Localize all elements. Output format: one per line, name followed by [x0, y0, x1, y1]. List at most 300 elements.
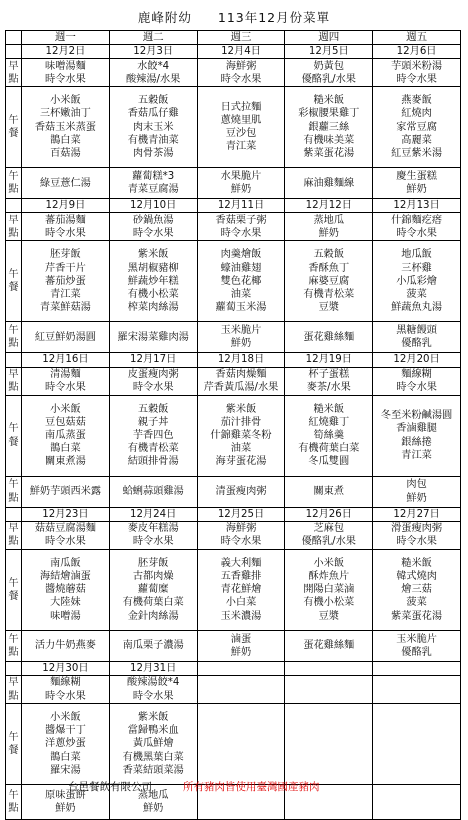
menu-cell-am	[197, 367, 285, 395]
menu-cell-lunch	[197, 549, 285, 630]
menu-item: 高麗菜	[401, 134, 432, 146]
meal-label-char: 午	[8, 423, 19, 435]
menu-cell-lunch	[285, 704, 373, 785]
corner-cell	[6, 31, 22, 45]
meal-row-lunch	[6, 549, 461, 630]
menu-item: 麻油雞麵線	[303, 177, 355, 189]
menu-item: 豆漿	[318, 302, 339, 314]
menu-item: 酸辣湯/水果	[126, 73, 181, 85]
meal-label-lunch	[6, 704, 22, 785]
menu-cell-am	[197, 521, 285, 549]
menu-item: 有機荷葉白菜	[298, 443, 360, 455]
meal-label-char: 點	[8, 492, 19, 504]
menu-item: 紫米飯	[225, 403, 257, 415]
footer	[0, 779, 468, 795]
menu-item: 時令水果	[220, 73, 262, 85]
menu-cell-am	[22, 521, 110, 549]
menu-item: 醬燒蘑菇	[45, 584, 86, 596]
menu-item: 洋蔥炒蛋	[45, 738, 86, 750]
menu-item: 燕麥飯	[401, 95, 432, 107]
meal-row-pm	[6, 630, 461, 661]
menu-item: 古都肉燥	[132, 571, 174, 582]
menu-item: 時令水果	[220, 536, 262, 548]
meal-label-char: 午	[8, 789, 19, 801]
meal-row-lunch	[6, 241, 461, 322]
menu-cell-lunch	[109, 549, 197, 630]
meal-label-char: 午	[8, 479, 19, 491]
menu-item: 紅燒雞丁	[308, 416, 350, 428]
date-cell: 12月24日	[109, 507, 197, 521]
menu-item: 海芽蛋花湯	[215, 456, 267, 468]
date-row	[6, 353, 461, 367]
menu-cell-lunch	[22, 241, 110, 322]
menu-item: 金針肉絲湯	[127, 610, 179, 622]
menu-item: 百菇湯	[50, 148, 81, 159]
meal-label-char: 點	[8, 803, 19, 815]
menu-item: 芋頭米粉湯	[391, 60, 443, 72]
menu-item: 羅宋湯	[50, 764, 81, 776]
date-row	[6, 661, 461, 675]
menu-item: 彩椒腰果雞丁	[298, 108, 360, 120]
weekday-header: 週五	[373, 31, 461, 45]
menu-month: 113年12月份菜單	[217, 10, 331, 25]
menu-item: 蕃茄湯麵	[45, 214, 86, 226]
menu-item: 開陽白菜滷	[303, 584, 355, 596]
menu-cell-am	[285, 59, 373, 87]
date-cell: 12月10日	[109, 199, 197, 213]
school-name: 鹿峰附幼	[137, 10, 192, 25]
menu-cell-pm	[22, 168, 110, 199]
menu-item: 冬至米粉鹹湯圓	[380, 410, 453, 422]
menu-cell-lunch	[285, 87, 373, 168]
menu-item: 鮮奶	[318, 227, 339, 239]
meal-label-char: 早	[8, 523, 19, 535]
menu-cell-am	[109, 59, 197, 87]
menu-item: 關東煮湯	[45, 456, 86, 468]
menu-item: 蛋花雞絲麵	[303, 331, 355, 343]
menu-item: 蘿蔔玉米湯	[215, 302, 267, 314]
menu-item: 慶生蛋糕	[396, 171, 437, 182]
meal-label-lunch	[6, 395, 22, 476]
menu-item: 時令水果	[396, 73, 437, 85]
menu-item: 鮮奶	[143, 803, 164, 815]
menu-item: 鮮奶	[55, 803, 76, 815]
meal-label-char: 早	[8, 214, 19, 226]
menu-item: 麥茶/水果	[306, 382, 351, 394]
date-cell: 12月6日	[373, 45, 461, 59]
meal-label-char: 餐	[8, 128, 19, 140]
menu-item: 時令水果	[45, 382, 86, 394]
meal-label-char: 餐	[8, 745, 19, 757]
menu-item: 玉米脆片	[220, 325, 262, 337]
menu-item: 香菇肉燥麵	[215, 368, 267, 380]
meal-label-char: 午	[8, 731, 19, 743]
menu-item: 時令水果	[132, 690, 174, 702]
menu-cell-pm	[197, 476, 285, 507]
menu-cell-pm	[285, 476, 373, 507]
menu-item: 蒸地瓜	[137, 789, 169, 801]
menu-cell-pm	[373, 630, 461, 661]
meal-label-pm	[6, 322, 22, 353]
menu-item: 茄汁排骨	[220, 416, 262, 428]
menu-item: 菠菜	[406, 597, 427, 609]
menu-item: 黑胡椒豬柳	[127, 262, 179, 274]
weekday-header: 週二	[109, 31, 197, 45]
menu-item: 筍絲羹	[313, 430, 345, 441]
menu-item: 滷蛋	[230, 633, 252, 645]
menu-item: 地瓜飯	[401, 249, 432, 261]
meal-label-char: 午	[8, 115, 19, 126]
menu-item: 時令水果	[132, 227, 174, 239]
meal-row-lunch	[6, 87, 461, 168]
meal-row-am	[6, 367, 461, 395]
menu-item: 有機小松菜	[127, 289, 179, 300]
date-cell: 12月4日	[197, 45, 285, 59]
menu-cell-pm	[22, 476, 110, 507]
menu-cell-pm	[373, 476, 461, 507]
menu-item: 香菇瓜仔雞	[127, 108, 179, 120]
menu-item: 銀蘿三絲	[308, 121, 350, 133]
menu-item: 紫菜蛋花湯	[303, 148, 355, 159]
menu-item: 五穀飯	[313, 249, 345, 261]
menu-item: 蘿蔔糕*3	[132, 171, 175, 182]
menu-cell-lunch	[285, 241, 373, 322]
menu-item: 芹香干片	[45, 262, 86, 274]
menu-item: 紫米飯	[137, 249, 169, 261]
menu-item: 醬爆干丁	[45, 725, 86, 737]
date-row	[6, 507, 461, 521]
menu-item: 清湯麵	[50, 368, 81, 380]
menu-cell-pm	[109, 476, 197, 507]
menu-item: 燴三菇	[401, 584, 432, 596]
menu-item: 有機味美菜	[303, 134, 355, 146]
menu-item: 小米飯	[313, 557, 345, 569]
date-cell: 12月11日	[197, 199, 285, 213]
menu-item: 日式拉麵	[220, 101, 262, 113]
menu-item: 南瓜栗子濃湯	[122, 640, 184, 652]
menu-item: 黑糖饅頭	[396, 325, 437, 337]
menu-cell-pm	[22, 630, 110, 661]
meal-row-lunch	[6, 395, 461, 476]
page-title	[0, 8, 468, 26]
menu-item: 時令水果	[396, 227, 437, 239]
menu-item: 南瓜蒸蛋	[45, 430, 86, 441]
menu-table	[5, 30, 461, 820]
menu-cell-am	[285, 676, 373, 704]
menu-item: 麥皮年糕湯	[127, 523, 179, 535]
menu-cell-am	[373, 521, 461, 549]
menu-item: 親子丼	[137, 416, 169, 428]
menu-cell-lunch	[285, 395, 373, 476]
menu-item: 蔥燒里肌	[220, 115, 262, 126]
company-name: 台邑餐飲有限公司	[68, 781, 152, 793]
date-row-label	[6, 199, 22, 213]
menu-item: 紅豆鮮奶湯圓	[34, 331, 96, 343]
menu-cell-pm	[22, 322, 110, 353]
menu-item: 蒸地瓜	[313, 214, 345, 226]
date-row-label	[6, 45, 22, 59]
menu-item: 時令水果	[45, 73, 86, 85]
menu-item: 豆沙包	[225, 128, 257, 140]
meal-row-lunch	[6, 704, 461, 785]
date-cell	[285, 661, 373, 675]
menu-item: 海鮮粥	[225, 60, 257, 72]
meal-label-pm	[6, 476, 22, 507]
menu-cell-lunch	[109, 87, 197, 168]
menu-item: 三杯嫩油丁	[39, 108, 91, 120]
date-row-label	[6, 661, 22, 675]
menu-item: 味噌湯	[50, 610, 81, 622]
menu-item: 肉末玉米	[132, 121, 174, 133]
menu-item: 義大利麵	[220, 557, 262, 569]
menu-item: 時令水果	[45, 227, 86, 239]
menu-item: 優酪乳	[401, 646, 432, 658]
menu-item: 鵲白菜	[50, 134, 81, 146]
date-row-label	[6, 353, 22, 367]
meal-row-pm	[6, 322, 461, 353]
meal-label-char: 點	[8, 382, 19, 394]
date-cell: 12月30日	[22, 661, 110, 675]
menu-item: 酸辣湯餃*4	[127, 677, 180, 689]
meal-label-am	[6, 59, 22, 87]
menu-cell-am	[109, 676, 197, 704]
menu-item: 時令水果	[132, 536, 174, 548]
menu-item: 蕃茄炒蛋	[45, 275, 86, 287]
date-cell	[373, 661, 461, 675]
meal-row-am	[6, 676, 461, 704]
menu-cell-am	[197, 59, 285, 87]
menu-item: 皮蛋瘦肉粥	[127, 368, 179, 380]
menu-cell-lunch	[22, 704, 110, 785]
meal-label-char: 午	[8, 269, 19, 281]
menu-item: 紫米飯	[137, 712, 169, 723]
menu-item: 肉骨茶湯	[132, 148, 174, 159]
menu-item: 有機黑葉白菜	[122, 751, 184, 763]
menu-cell-lunch	[22, 87, 110, 168]
menu-item: 青菜豆腐湯	[127, 184, 179, 196]
meal-label-pm	[6, 168, 22, 199]
meal-row-am	[6, 59, 461, 87]
date-cell: 12月16日	[22, 353, 110, 367]
menu-cell-pm	[285, 168, 373, 199]
menu-item: 原味蛋餅	[45, 789, 86, 801]
menu-item: 有機荷葉白菜	[122, 597, 184, 609]
date-row-label	[6, 507, 22, 521]
menu-item: 青江菜	[225, 141, 257, 153]
meal-label-am	[6, 521, 22, 549]
menu-item: 羅宋湯菜雞肉湯	[117, 331, 189, 343]
menu-item: 鮮蔬炒年糕	[127, 275, 179, 287]
menu-item: 黃瓜鮮燴	[132, 738, 174, 750]
date-cell: 12月19日	[285, 353, 373, 367]
menu-item: 時令水果	[45, 690, 86, 702]
menu-item: 紅豆紫米湯	[391, 148, 443, 159]
menu-item: 肉包	[406, 479, 427, 491]
meal-label-char: 早	[8, 677, 19, 689]
meal-label-char: 點	[8, 646, 19, 658]
meal-label-char: 餐	[8, 590, 19, 602]
menu-item: 水果脆片	[220, 171, 262, 182]
menu-cell-pm	[373, 168, 461, 199]
menu-item: 胚芽飯	[137, 557, 169, 569]
menu-cell-am	[22, 367, 110, 395]
menu-item: 糙米飯	[313, 95, 345, 107]
meal-label-char: 餐	[8, 436, 19, 448]
menu-cell-pm	[197, 322, 285, 353]
menu-item: 麵線糊	[401, 368, 432, 380]
date-cell: 12月26日	[285, 507, 373, 521]
menu-item: 有機小松菜	[303, 597, 355, 609]
menu-item: 優酪乳	[401, 338, 432, 350]
menu-item: 海結燴滷蛋	[39, 571, 91, 582]
menu-cell-lunch	[373, 395, 461, 476]
menu-item: 胚芽飯	[50, 249, 81, 261]
meal-row-pm	[6, 168, 461, 199]
menu-item: 五香雞排	[220, 571, 262, 582]
menu-item: 鮮蔬魚丸湯	[391, 302, 443, 314]
menu-cell-pm	[285, 630, 373, 661]
menu-item: 海鮮粥	[225, 523, 257, 535]
date-cell: 12月20日	[373, 353, 461, 367]
meal-label-lunch	[6, 241, 22, 322]
menu-item: 油菜	[230, 443, 252, 455]
menu-item: 南瓜飯	[50, 557, 81, 569]
menu-item: 優酪乳/水果	[301, 73, 356, 85]
menu-cell-lunch	[197, 87, 285, 168]
menu-item: 時令水果	[396, 382, 437, 394]
date-cell: 12月9日	[22, 199, 110, 213]
menu-item: 鮮奶	[230, 646, 252, 658]
menu-cell-lunch	[22, 395, 110, 476]
menu-item: 豆包菇菇	[45, 416, 86, 428]
menu-cell-am	[373, 59, 461, 87]
menu-item: 香酥魚丁	[308, 262, 350, 274]
menu-item: 小米飯	[50, 403, 81, 415]
meal-label-char: 點	[8, 536, 19, 548]
date-cell: 12月17日	[109, 353, 197, 367]
menu-item: 香滷雞腿	[396, 423, 437, 435]
date-cell: 12月13日	[373, 199, 461, 213]
menu-cell-lunch	[373, 704, 461, 785]
menu-item: 味噌湯麵	[45, 60, 86, 72]
menu-item: 青江菜	[50, 289, 81, 300]
menu-item: 活力牛奶燕麥	[34, 640, 96, 652]
menu-item: 鵲白菜	[50, 443, 81, 455]
menu-cell-pm	[285, 322, 373, 353]
menu-cell-pm	[373, 322, 461, 353]
date-cell: 12月23日	[22, 507, 110, 521]
menu-cell-pm	[197, 630, 285, 661]
menu-cell-am	[109, 521, 197, 549]
menu-item: 關東煮	[313, 486, 345, 497]
menu-item: 菇菇豆腐湯麵	[34, 523, 96, 535]
menu-item: 香菇玉米蒸蛋	[34, 121, 96, 133]
menu-item: 結頭排骨湯	[127, 456, 179, 468]
menu-cell-lunch	[109, 395, 197, 476]
menu-item: 大陸妹	[50, 597, 81, 609]
menu-item: 芝麻包	[313, 523, 345, 535]
menu-cell-pm	[109, 322, 197, 353]
meal-label-am	[6, 676, 22, 704]
meal-label-am	[6, 213, 22, 241]
menu-item: 家常豆腐	[396, 121, 437, 133]
menu-item: 小米飯	[50, 712, 81, 723]
menu-cell-am	[109, 367, 197, 395]
meal-label-char: 點	[8, 690, 19, 702]
menu-item: 蠔油雞翅	[220, 262, 262, 274]
meal-label-char: 點	[8, 184, 19, 196]
menu-cell-pm	[109, 168, 197, 199]
menu-item: 鮮奶芋頭西米露	[29, 486, 102, 497]
menu-cell-pm	[109, 630, 197, 661]
menu-item: 有機青松菜	[127, 443, 179, 455]
menu-item: 時令水果	[396, 536, 437, 548]
menu-item: 銀絲捲	[401, 436, 432, 448]
menu-cell-lunch	[109, 704, 197, 785]
menu-cell-am	[373, 676, 461, 704]
menu-item: 青江菜	[401, 449, 432, 461]
menu-item: 蛤蜊蒜頭雞湯	[122, 486, 184, 497]
menu-cell-am	[22, 676, 110, 704]
menu-item: 蘿蔔糜	[137, 584, 169, 596]
date-cell	[197, 661, 285, 675]
menu-item: 鮮奶	[230, 338, 252, 350]
menu-item: 有機青松菜	[303, 289, 355, 300]
menu-item: 冬瓜雙圓	[308, 456, 350, 468]
meal-label-char: 點	[8, 338, 19, 350]
menu-item: 什錦麵疙瘩	[391, 214, 443, 226]
menu-cell-am	[22, 213, 110, 241]
menu-cell-am	[22, 59, 110, 87]
menu-cell-lunch	[373, 241, 461, 322]
menu-cell-lunch	[109, 241, 197, 322]
weekday-header: 週四	[285, 31, 373, 45]
menu-item: 杯子蛋糕	[308, 368, 350, 380]
meal-label-char: 點	[8, 227, 19, 239]
menu-item: 清蛋瘦肉粥	[215, 486, 267, 497]
menu-item: 韓式燒肉	[396, 571, 437, 582]
menu-item: 鮮奶	[230, 184, 252, 196]
menu-item: 三杯雞	[401, 262, 432, 274]
meal-label-char: 點	[8, 73, 19, 85]
menu-cell-lunch	[197, 395, 285, 476]
menu-item: 豆漿	[318, 610, 339, 622]
menu-item: 砂鍋魚湯	[132, 214, 174, 226]
menu-item: 菠菜	[406, 289, 427, 300]
menu-item: 五穀飯	[137, 95, 169, 107]
menu-item: 時令水果	[132, 382, 174, 394]
meal-label-lunch	[6, 549, 22, 630]
menu-item: 水餃*4	[137, 60, 170, 72]
menu-item: 香菇栗子粥	[215, 214, 267, 226]
date-cell: 12月31日	[109, 661, 197, 675]
menu-cell-lunch	[197, 704, 285, 785]
meal-row-am	[6, 521, 461, 549]
menu-cell-lunch	[285, 549, 373, 630]
menu-item: 小白菜	[225, 597, 257, 609]
menu-item: 紫菜蛋花湯	[391, 610, 443, 622]
menu-item: 鵲白菜	[50, 751, 81, 763]
menu-item: 有機青油菜	[127, 134, 179, 146]
menu-item: 當歸鴨米血	[127, 725, 179, 737]
menu-item: 芹香黃瓜湯/水果	[203, 382, 279, 394]
menu-item: 玉米脆片	[396, 633, 437, 645]
date-row	[6, 199, 461, 213]
meal-label-char: 午	[8, 171, 19, 182]
menu-item: 蛋花雞絲麵	[303, 640, 355, 652]
menu-item: 鮮奶	[406, 184, 427, 196]
date-row	[6, 45, 461, 59]
